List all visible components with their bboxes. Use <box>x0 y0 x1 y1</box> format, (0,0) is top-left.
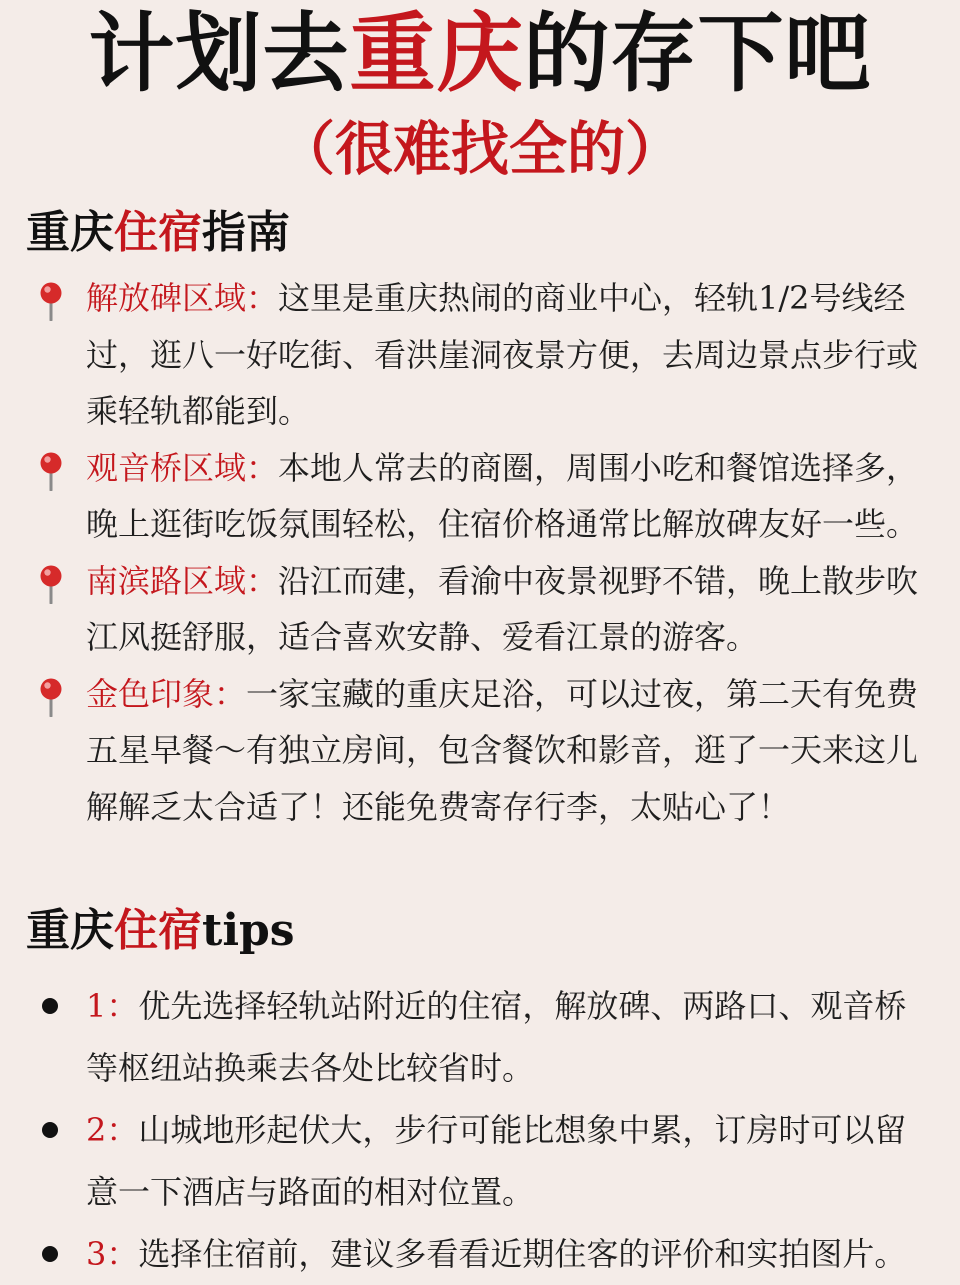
entry-text: 本地人常去的商圈，周围小吃和餐馆选择多，晚上逛街吃饭氛围轻松，住宿价格通常比解放碑友好一些。 <box>86 448 919 543</box>
list-item <box>0 975 960 1099</box>
map-pin-icon <box>36 564 66 604</box>
list-item <box>0 553 960 666</box>
entry-label: 观音桥区域： <box>86 448 279 487</box>
section-heading-part2: tips <box>202 905 295 956</box>
entry-label: 南滨路区域： <box>86 561 279 600</box>
tip-text: 优先选择轻轨站附近的住宿，解放碑、两路口、观音桥等枢纽站换乘去各处比较省时。 <box>86 987 907 1087</box>
title-highlight: 重庆 <box>349 4 524 104</box>
entry-text: 沿江而建，看渝中夜景视野不错，晚上散步吹江风挺舒服，适合喜欢安静、爱看江景的游客。 <box>86 561 919 656</box>
entry-label: 金色印象： <box>86 674 247 713</box>
tip-number: 3： <box>86 1235 139 1273</box>
map-pin-icon <box>36 451 66 491</box>
list-item <box>0 666 960 836</box>
tip-number: 1： <box>86 987 139 1025</box>
list-item <box>0 1099 960 1223</box>
list-item <box>0 1223 960 1285</box>
section-heading-tips <box>26 903 295 959</box>
section-heading-highlight: 住宿 <box>114 905 202 956</box>
entry-label: 解放碑区域： <box>86 279 279 317</box>
tip-number: 2： <box>86 1111 139 1149</box>
tip-text: 选择住宿前，建议多看看近期住客的评价和实拍图片。 <box>138 1235 907 1273</box>
map-pin-icon <box>36 281 66 321</box>
map-pin-icon <box>36 677 66 717</box>
tip-text: 山城地形起伏大，步行可能比想象中累，订房时可以留意一下酒店与路面的相对位置。 <box>86 1111 907 1211</box>
tips-list <box>0 975 960 1285</box>
section-heading-guide <box>26 205 290 261</box>
bullet-icon <box>42 998 58 1014</box>
list-item <box>0 270 960 440</box>
entry-text: 一家宝藏的重庆足浴，可以过夜，第二天有免费五星早餐～有独立房间，包含餐饮和影音，逛了一天来这儿解解乏太合适了！还能免费寄存行李，太贴心了！ <box>86 674 919 826</box>
section-heading-part1: 重庆 <box>26 905 114 956</box>
entry-text: 这里是重庆热闹的商业中心，轻轨1/2号线经过，逛八一好吃街、看洪崖洞夜景方便，去周边景点步行或乘轻轨都能到。 <box>86 279 919 430</box>
area-list <box>0 270 960 835</box>
page-subtitle: （很难找全的） <box>276 115 683 183</box>
page-title <box>0 2 960 106</box>
section-heading-highlight: 住宿 <box>114 207 202 258</box>
title-part1: 计划去 <box>88 4 350 104</box>
list-item <box>0 440 960 553</box>
section-heading-part2: 指南 <box>202 207 290 258</box>
section-heading-part1: 重庆 <box>26 207 114 258</box>
bullet-icon <box>42 1122 58 1138</box>
title-part2: 的存下吧 <box>523 4 872 104</box>
bullet-icon <box>42 1246 58 1262</box>
